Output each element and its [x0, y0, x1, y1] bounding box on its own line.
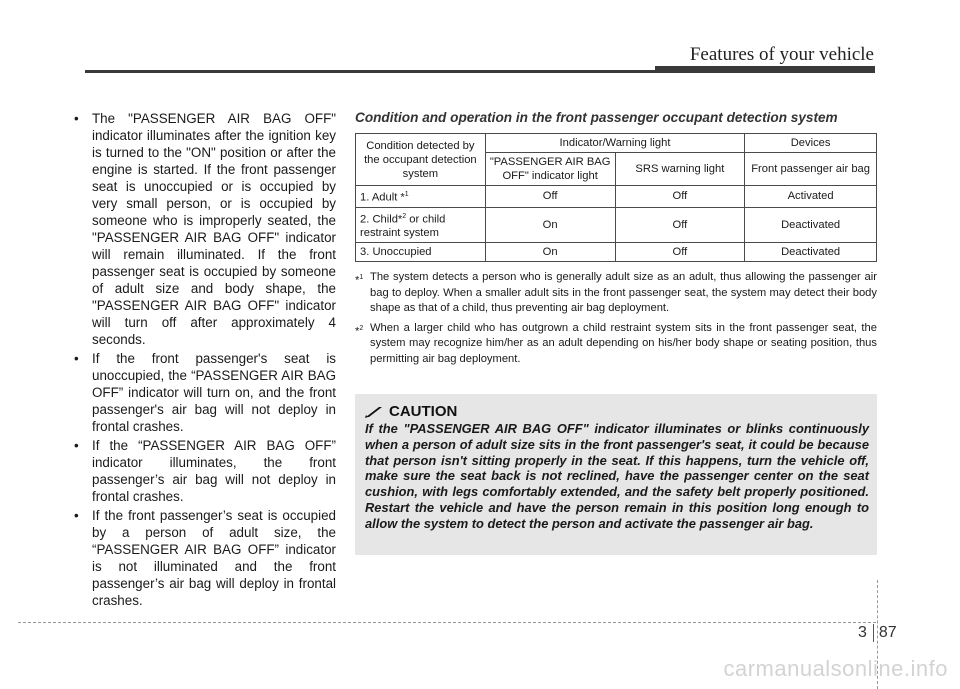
footnote: [355, 270, 877, 317]
occupant-detection-table: [355, 133, 877, 262]
right-column: [355, 110, 877, 371]
bullet-item: • The "PASSENGER AIR BAG OFF" indicator illuminates after the ignition key is turned to the "ON" position or after the engine is started. If the front passenger seat is unoccupied or is occupied by very small person, or is occupied by someone who is improperly seated, the "PASSENGER AIR BAG OFF" indicator will remain illuminated. If the front passenger seat is occupied by someone of adult size and body shape, the "PASSENGER AIR BAG OFF" indicator will turn off after approximately 4 seconds.: [72, 110, 336, 348]
page-number-divider: [873, 624, 874, 642]
caution-body: If the "PASSENGER AIR BAG OFF" indicator illuminates or blinks continuously when a person of adult size sits in the front passenger's seat, it could be because that person isn't sitting properly in the seat. If this happens, turn the vehicle off, make sure the seat back is not reclined, have the passenger center on the seat cushion, with legs comfortably extended, and the safety belt properly positioned. Restart the vehicle and have the person remain in this position long enough to allow the system to detect the person and activate the passenger air bag.: [365, 421, 869, 531]
footer-dashed-rule: [18, 622, 876, 623]
table-row: [356, 186, 877, 208]
footnotes: [355, 270, 877, 367]
caution-title-text: CAUTION: [389, 403, 458, 420]
chapter-number: 3: [858, 624, 867, 641]
srs-cell: Off: [615, 207, 745, 243]
srs-cell: Off: [615, 243, 745, 262]
section-heading: Condition and operation in the front passenger occupant detection system: [355, 110, 838, 125]
footnote-mark: *$^2$: [355, 324, 364, 338]
condition-cell: 1. Adult *$^1$: [356, 186, 486, 208]
indicator-group-header: Indicator/Warning light: [485, 134, 744, 153]
footnote-mark: *$^1$: [355, 274, 364, 288]
footnote-text: The system detects a person who is generally adult size as an adult, thus allowing the passenger air bag to deploy. When a smaller adult sits in the front passenger seat, the system may detect their body shape as that of a child, thus preventing air bag deployment.: [370, 271, 877, 315]
left-column: [72, 110, 336, 611]
airbag-cell: Deactivated: [745, 243, 877, 262]
bullet-item: • If the “PASSENGER AIR BAG OFF” indicator illuminates, the front passenger’s air bag will not deploy in frontal crashes.: [72, 437, 336, 505]
srs-header: SRS warning light: [615, 153, 745, 186]
page-number-value: 87: [878, 624, 897, 641]
condition-cell: 3. Unoccupied: [356, 243, 486, 262]
page-number: [858, 624, 897, 642]
condition-cell: 2. Child*$^2$ or child restraint system: [356, 207, 486, 243]
bullet-item: • If the front passenger’s seat is occupied by a person of adult size, the “PASSENGER AIR BAG OFF” indicator is not illuminated and the front passenger’s air bag will deploy in frontal crashes.: [72, 507, 336, 609]
section-title: Features of your vehicle: [689, 44, 874, 65]
pab-off-cell: On: [485, 207, 615, 243]
airbag-header: Front passenger air bag: [745, 153, 877, 186]
devices-group-header: Devices: [745, 134, 877, 153]
bullet-item: • If the front passenger's seat is unoccupied, the “PASSENGER AIR BAG OFF” indicator will turn on, and the front passenger's air bag will not deploy in frontal crashes.: [72, 350, 336, 435]
pab-off-cell: Off: [485, 186, 615, 208]
pab-off-cell: On: [485, 243, 615, 262]
table-row: [356, 243, 877, 262]
header-rule-accent: [655, 66, 875, 73]
condition-header: Condition detected by the occupant detection system: [356, 134, 486, 186]
pencil-icon: [365, 406, 383, 418]
pab-off-header: "PASSENGER AIR BAG OFF" indicator light: [485, 153, 615, 186]
caution-box: [355, 394, 877, 555]
footnote: [355, 321, 877, 368]
table-row: [356, 207, 877, 243]
airbag-cell: Activated: [745, 186, 877, 208]
watermark: carmanualsonline.info: [723, 656, 948, 681]
airbag-cell: Deactivated: [745, 207, 877, 243]
caution-title: [365, 403, 457, 420]
footnote-text: When a larger child who has outgrown a child restraint system sits in the front passenger seat, the system may recognize him/her as an adult depending on his/her body shape or seating position, thus permitting air bag deployment.: [370, 321, 877, 365]
srs-cell: Off: [615, 186, 745, 208]
